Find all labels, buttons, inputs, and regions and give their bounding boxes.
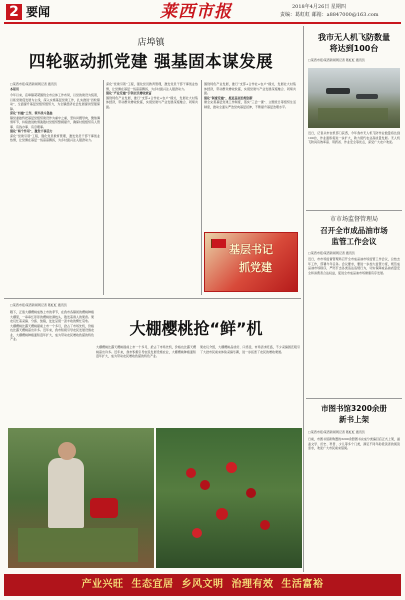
feature-col-2: 大棚樱桃比露天樱桃提前上市一个多月，抢占了市场先机，价格也比露天樱桃高出许多。近年来，我市积极引导农民发展设施农业，大棚樱桃种植面积逐年扩大，成为带动农民增收致富的特色产业。 xyxy=(96,345,196,358)
right-mid-kicker: 市市场监督管理局 xyxy=(329,216,378,223)
right-mid-headline-2: 监管工作会议 xyxy=(331,237,377,246)
footer-slogan: 产业兴旺 生态宜居 乡风文明 治理有效 生活富裕 xyxy=(81,579,324,590)
col-divider-1 xyxy=(103,80,104,295)
party-building-stamp xyxy=(204,232,298,292)
cherry-photo-2 xyxy=(156,428,302,568)
lead-body-e: 健全完善基层党建工作制度，落实“三会一课”、主题党日等组织生活制度，推动全面从严治党向基层延伸，不断提升基层治理水平。 xyxy=(204,100,296,109)
right-low-body: 日前，市图书馆新购置的3200余册图书完成分类编目后正式上架，涵盖文学、历史、科普、少儿等多个门类，满足不同年龄段读者的阅读需求，欢迎广大市民前来借阅。 xyxy=(308,437,400,450)
lead-body-d-cont: 围绕特色产业发展，推行“支部+合作社+农户”模式，发展壮大村集体经济，带动群众增收致富，实现党建与产业发展深度融合、同频共振。 xyxy=(204,82,296,95)
right-top-body: 近日，记者从市农机部门获悉，今年我市无人机飞防作业数量将达到100台，作业面积将进一步扩大，助力现代农业高质量发展。无人机飞防具有效率高、用药省、作业安全等优点，深受广大农户欢迎。 xyxy=(308,131,400,144)
right-mid-rule xyxy=(306,398,402,399)
right-low-headline-1: 市图书馆3200余册 xyxy=(321,404,387,413)
stamp-line-1: 基层书记 xyxy=(229,243,273,256)
stamp-flag-icon xyxy=(211,239,226,248)
drone-photo xyxy=(308,68,400,128)
header-rule xyxy=(4,22,401,24)
editor-line: 责编：葛虹虹 邮箱：a8847000@163.com xyxy=(280,12,379,18)
lead-sub-3: 强化“产业党建”引领农民增收致富 xyxy=(106,91,152,95)
lead-body-c-cont: 深化“党建引领”工程，强化党员教育管理，激发党员干部干事创业热情，让党旗在基层一线高高飘扬，为乡村振兴注入强劲动力。 xyxy=(106,82,198,91)
lead-kicker: 店埠镇 xyxy=(137,38,165,48)
lead-col-2 xyxy=(106,82,198,293)
lead-sub-2: 强化“两个作用”，激发干事活力 xyxy=(10,129,53,133)
right-top-headline-1: 我市无人机飞防数量 xyxy=(318,33,390,42)
cherry-photo-1 xyxy=(8,428,154,568)
right-column-divider xyxy=(303,26,304,572)
right-top-headline-2: 将达到100台 xyxy=(329,44,379,53)
lead-col-3 xyxy=(204,82,296,230)
lead-body-a: 今年以来，店埠镇紧紧围绕全市总体工作布局，以党的建设为统领，以抓党建促发展为主线，深入实施基层党建工作，扎实推进“四轮驱动”，全面提升基层党组织组织力，为全镇经济社会发展提供坚强保障。 xyxy=(10,93,100,111)
lead-headline: 四轮驱动抓党建 强基固本谋发展 xyxy=(28,52,274,71)
feature-byline: □莱西市报/莱西新闻网记者 葛虹虹 通讯员 xyxy=(10,303,67,307)
masthead: 莱西市报 xyxy=(160,2,232,22)
stamp-line-2: 抓党建 xyxy=(239,261,272,274)
right-top-byline: □莱西市报/莱西新闻网记者 葛虹虹 通讯员 xyxy=(308,58,365,62)
right-mid-body: 近日，市市场监督管理局召开全市成品油市场监管工作会议，总结去年工作，部署今年任务。会议要求，要进一步加大监管力度，规范成品油市场秩序，严厉打击各类违法违规行为，切实保障成品油质量安全和消费者合法权益，促进全市成品油市场健康有序发展。 xyxy=(308,257,400,275)
lead-byline: □莱西市报/莱西新闻网记者 通讯员 xyxy=(10,82,57,86)
feature-headline: 大棚樱桃抢“鲜”机 xyxy=(129,319,263,338)
right-top-rule xyxy=(306,210,402,211)
feature-col-3: 果农们介绍，大棚樱桃品质好、口感佳，市场需求旺盛，不少采摘园还吸引了大批市民前来体验采摘乐趣，进一步拓宽了农民的增收渠道。 xyxy=(200,345,300,354)
feature-top-rule xyxy=(4,298,301,299)
feature-body-2: 大棚樱桃比露天樱桃提前上市一个多月，抢占了市场先机，价格也比露天樱桃高出许多。近年来，我市积极引导农民发展设施农业，大棚樱桃种植面积逐年扩大，成为带动农民增收致富的特色产业。 xyxy=(10,323,94,341)
section-title: 要闻 xyxy=(26,5,51,19)
lead-sub-1: 深化“四建”工作，筑牢战斗堡垒 xyxy=(10,111,53,115)
right-mid-headline-1: 召开全市成品油市场 xyxy=(320,226,388,235)
date-line: 2018年4月26日 星期四 xyxy=(292,4,346,10)
right-mid-byline: □莱西市报/莱西新闻网记者 通讯员 xyxy=(308,251,355,255)
right-low-byline: □莱西市报/莱西新闻网记者 葛虹虹 通讯员 xyxy=(308,430,365,434)
lead-body-d: 围绕特色产业发展，推行“支部+合作社+农户”模式，发展壮大村集体经济，带动群众增收致富，实现党建与产业发展深度融合、同频共振。 xyxy=(106,95,198,109)
lead-dateline: 本报讯 xyxy=(10,87,20,91)
page-number-box: 2 xyxy=(6,4,22,20)
lead-body-c: 深化“党建引领”工程，强化党员教育管理，激发党员干部干事创业热情，让党旗在基层一线高高飘扬，为乡村振兴注入强劲动力。 xyxy=(10,133,100,142)
lead-body-b: 镇党委始终把基层党组织建设作为重中之重，坚持问题导向，聚焦薄弱环节，持续推进软弱涣散村党组织整顿提升，确保村级组织有人管事、有钱办事、有章理事。 xyxy=(10,115,100,129)
right-low-headline-2: 新书上架 xyxy=(339,415,369,424)
footer-band xyxy=(4,574,401,596)
feature-col-1 xyxy=(10,310,94,440)
col-divider-2 xyxy=(201,80,202,295)
feature-body-1: 眼下，正值大棚樱桃成熟上市的季节，在我市各镇街的樱桃种植大棚里，一串串红彤彤的樱桃挂满枝头，散发着诱人的果香。果农们忙着采摘、分拣、装箱，处处呈现一派丰收的繁忙景象。 xyxy=(10,310,94,323)
lead-col-1 xyxy=(10,93,100,293)
lead-sub-4: 强化“制度党建”，推进基层治理创新 xyxy=(204,95,253,100)
